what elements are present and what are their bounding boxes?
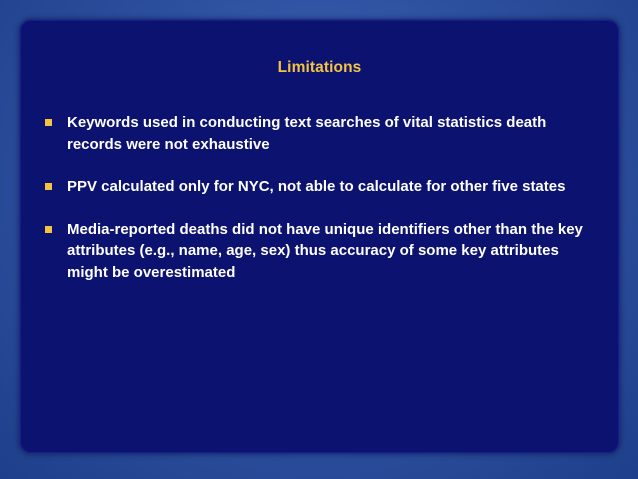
bullet-text: Keywords used in conducting text searches of vital statistics death records were not exhaustive [67, 114, 547, 153]
bullet-item [44, 176, 599, 198]
bullet-item [44, 219, 599, 284]
square-bullet-icon [45, 119, 52, 126]
bullet-text: Media-reported deaths did not have unique identifiers other than the key attributes (e.g., name, age, sex) thus accuracy of some key attributes might be overestimated [67, 220, 583, 281]
bullet-item [44, 112, 599, 155]
bullet-text: PPV calculated only for NYC, not able to calculate for other five states [67, 178, 566, 195]
square-bullet-icon [45, 226, 52, 233]
slide-title: Limitations [277, 59, 362, 76]
bullet-list [44, 112, 599, 304]
slide-content-panel [19, 19, 620, 454]
square-bullet-icon [45, 183, 52, 190]
